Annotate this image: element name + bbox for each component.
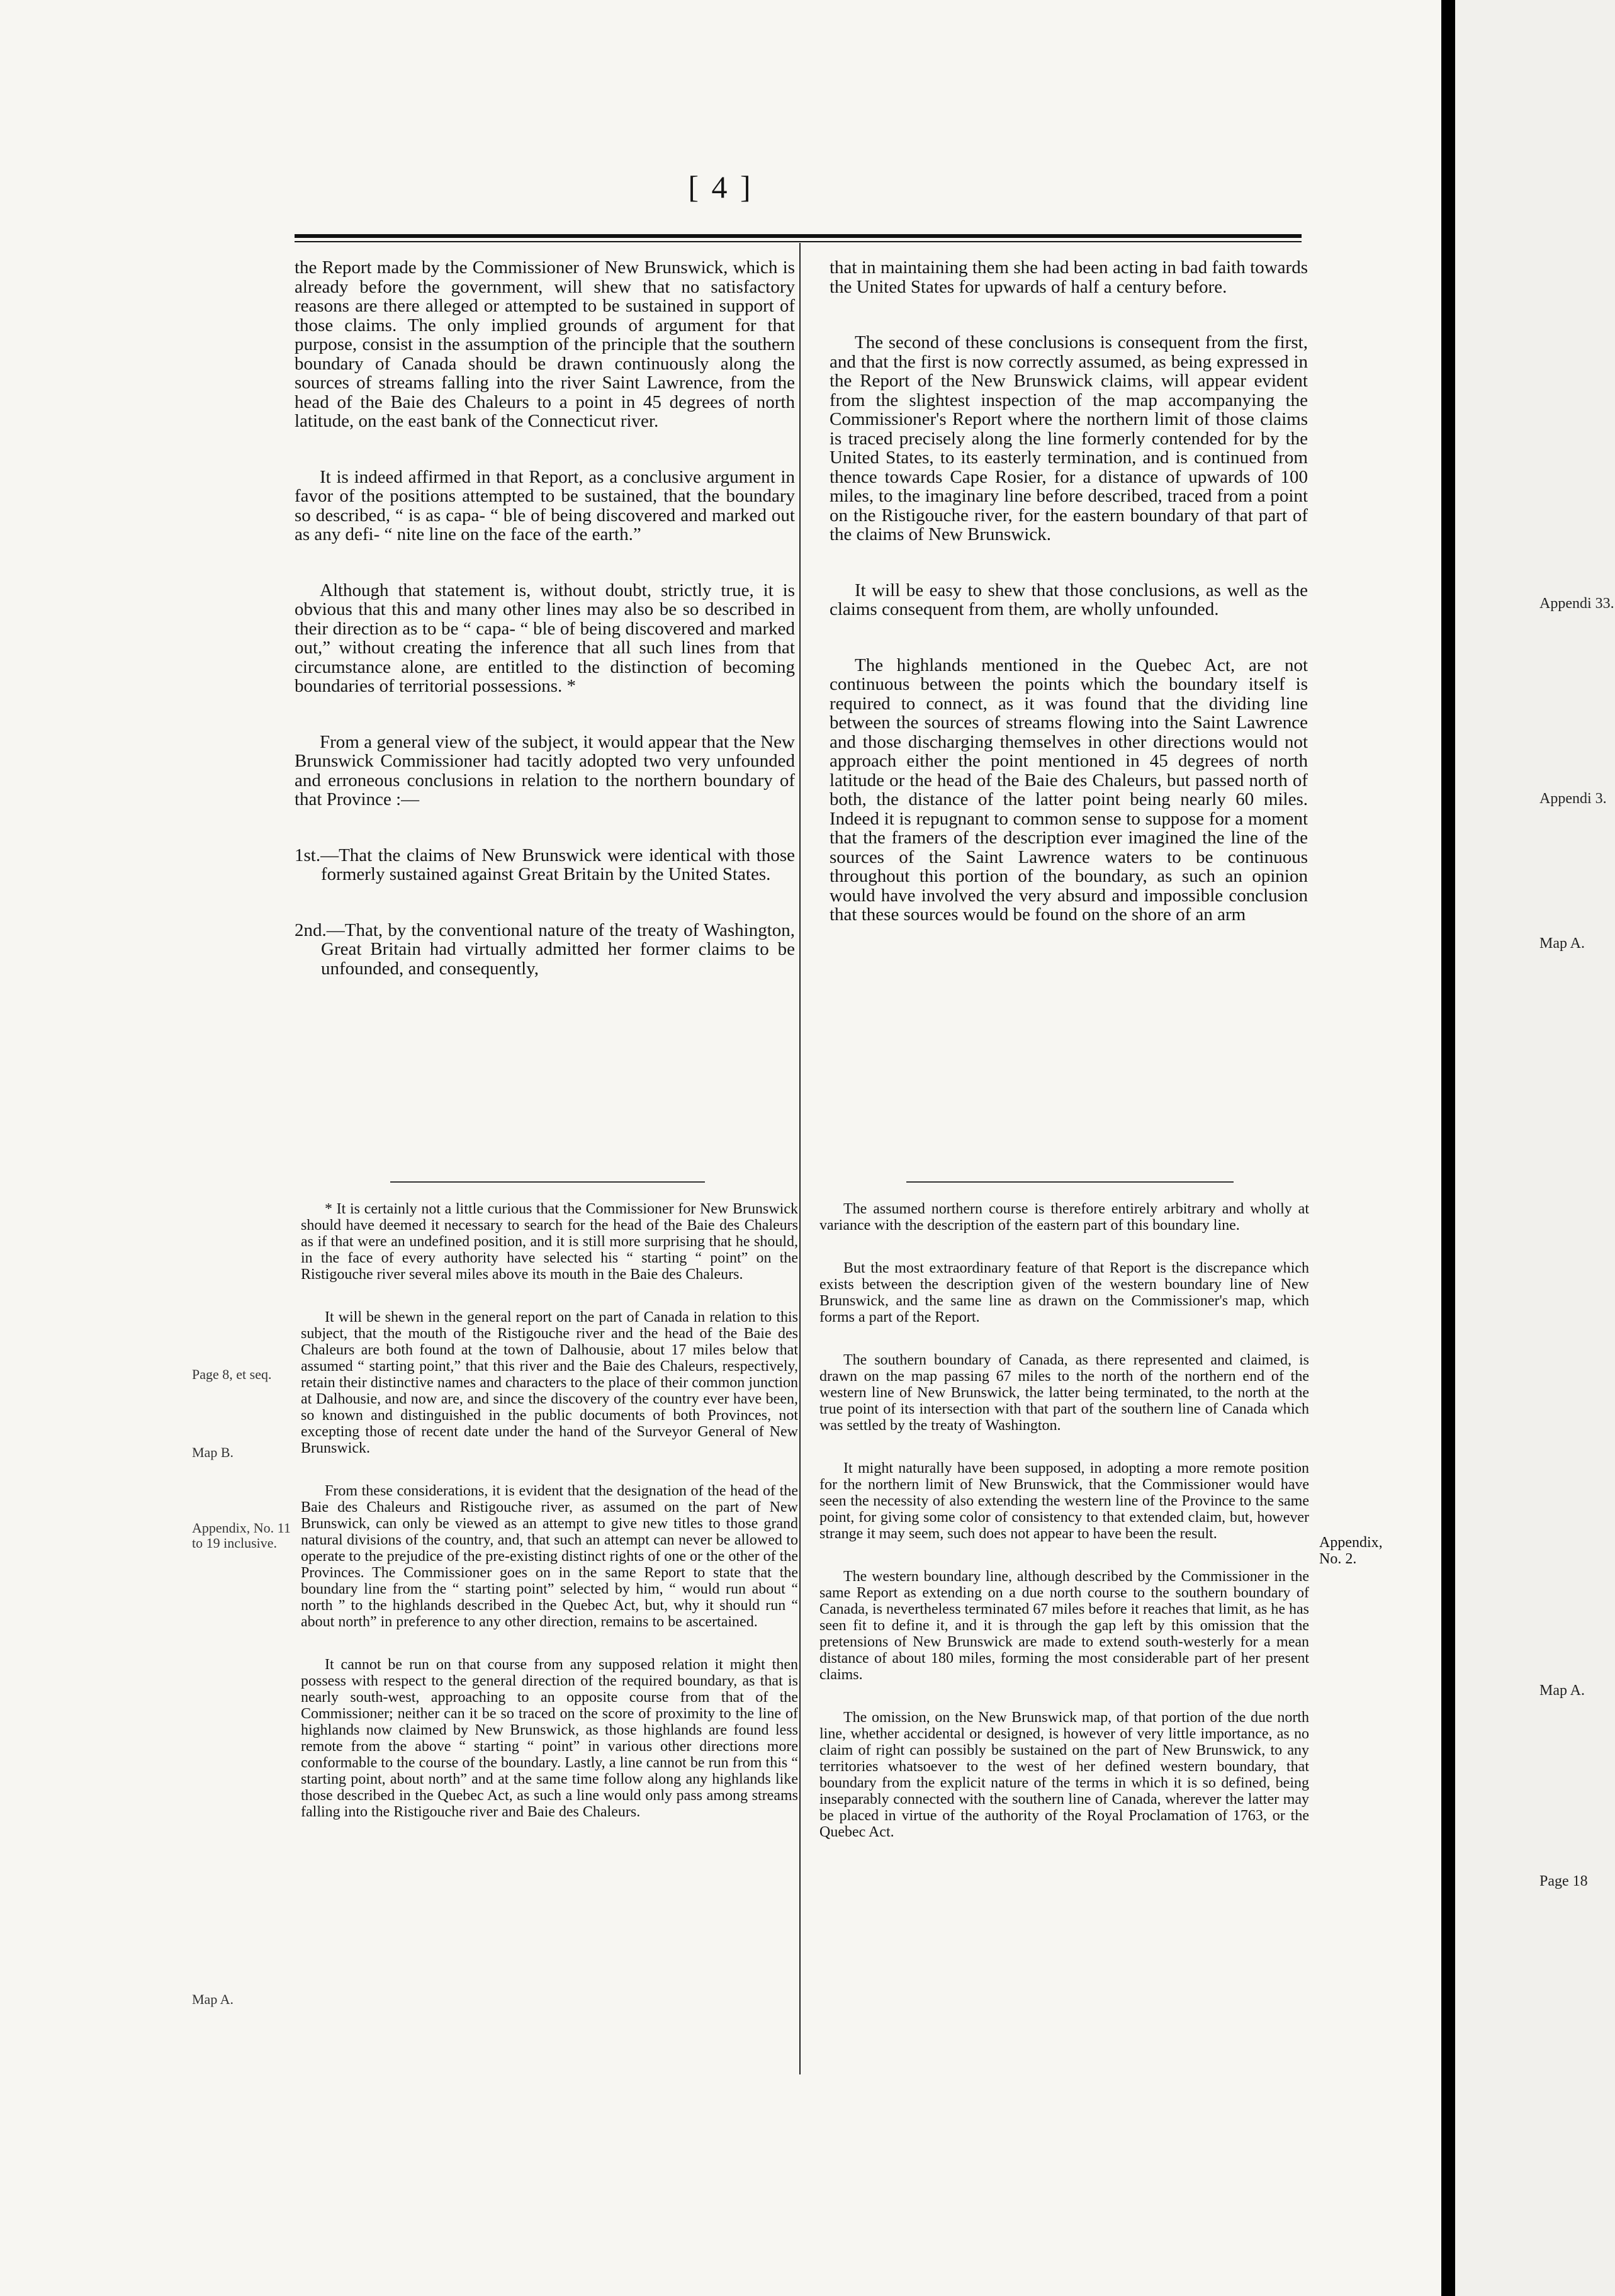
adjacent-page-18: Page 18 <box>1539 1873 1588 1889</box>
page-number: [ 4 ] <box>688 169 753 205</box>
margin-note-map-b: Map B. <box>192 1444 234 1460</box>
right-paragraph-4: The highlands mentioned in the Quebec Act, are not continuous between the points which the boundary itself is required to connect, as it was found that the dividing line between the sources of streams flowing into the Saint Lawrence and those discharging themselves in other directions would not approach either the point mentioned in 45 degrees of north latitude or the head of the Baie des Chaleurs, but passed north of both, the distance of the latter point being nearly 60 miles. Indeed it is repugnant to common sense to suppose for a moment that the framers of the description ever imagined the line of the sources of the Saint Lawrence waters to be continuous throughout this portion of the boundary, as such an opinion would have involved the very absurd and impossible conclusion that these sources would be found on the shore of an arm <box>830 655 1308 925</box>
margin-note-map-a: Map A. <box>192 1991 234 2007</box>
right-paragraph-1: that in maintaining them she had been acting in bad faith towards the United States for upwards of half a century before. <box>830 257 1308 297</box>
right-notes <box>819 1201 1309 1840</box>
margin-note-appendix-2: Appendix, No. 2. <box>1319 1534 1383 1567</box>
column-divider <box>799 243 801 2074</box>
left-paragraph-3: Although that statement is, without doubt, strictly true, it is obvious that this and many other lines may also be so described in their direction as to be “ capa- “ ble of being discovered and marked out,” without creating the inference that all such lines from that circumstance alone, are entitled to the distinction of becoming boundaries of territorial possessions. * <box>295 580 795 696</box>
left-notes-separator <box>390 1181 705 1183</box>
footnote: * It is certainly not a little curious that the Commissioner for New Brunswick should have deemed it necessary to search for the head of the Baie des Chaleurs as if that were an undefined position, and it is still more surprising that he should, in the face of every authority have selected his “ starting “ point” on the Ristigouche river several miles above its mouth in the Baie des Chaleurs. <box>301 1201 798 1283</box>
right-notes-separator <box>906 1181 1234 1183</box>
adjacent-map-a-2: Map A. <box>1539 1682 1585 1699</box>
adjacent-appendix-3: Appendi 3. <box>1539 791 1607 807</box>
left-paragraph-5: 1st.—That the claims of New Brunswick were identical with those formerly sustained against Great Britain by the United States. <box>295 845 795 884</box>
left-note-4: It cannot be run on that course from any supposed relation it might then possess with respect to the general direction of the required boundary, as that is nearly south-west, approaching to an opposite course from that of the Commissioner; neither can it be so traced on the score of proximity to the line of highlands now claimed by New Brunswick, as those highlands are found less remote from the above “ starting “ point” in various other directions more conformable to the course of the boundary. Lastly, a line cannot be run from this “ starting point, about north” and at the same time follow along any highlands like those described in the Quebec Act, as such a line would only pass among streams falling into the Ristigouche river and Baie des Chaleurs. <box>301 1657 798 1820</box>
right-note-4: It might naturally have been supposed, in adopting a more remote position for the northern limit of New Brunswick, that the Commissioner would have seen the necessity of also extending the western line of the Province to the same point, for giving some color of consistency to that extended claim, but, however strange it may seem, such does not appear to have been the result. <box>819 1460 1309 1542</box>
left-paragraph-1: the Report made by the Commissioner of New Brunswick, which is already before the government, will shew that no satisfactory reasons are there alleged or attempted to be sustained in support of those claims. The only implied grounds of argument for that purpose, consist in the assumption of the principle that the southern boundary of Canada should be drawn continuously along the sources of streams falling into the river Saint Lawrence, from the head of the Baie des Chaleurs to a point in 45 degrees of north latitude, on the east bank of the Connecticut river. <box>295 257 795 431</box>
header-rule-thin <box>295 241 1302 242</box>
right-note-5: The western boundary line, although described by the Commissioner in the same Report as extending on a due north course to the southern boundary of Canada, is nevertheless terminated 67 miles before it reaches that limit, as he has seen fit to define it, and it is through the gap left by this omission that the pretensions of New Brunswick are made to extend south-westerly for a mean distance of about 180 miles, forming the most considerable part of her present claims. <box>819 1568 1309 1683</box>
right-note-1: The assumed northern course is therefore entirely arbitrary and wholly at variance with the description of the eastern part of this boundary line. <box>819 1201 1309 1234</box>
left-note-3: From these considerations, it is evident that the designation of the head of the Baie des Chaleurs and Ristigouche river, as assumed on the part of New Brunswick, can only be viewed as an attempt to give new titles to those grand natural divisions of the country, and, that such an attempt can never be allowed to operate to the prejudice of the pre-existing distinct rights of one or the other of the Provinces. The Commissioner goes on in the same Report to state that the boundary line from the “ starting point” selected by him, “ would run about “ north ” to the highlands described in the Quebec Act, but, why it should run “ about north” in preference to any other direction, remains to be ascertained. <box>301 1483 798 1630</box>
right-note-3: The southern boundary of Canada, as there represented and claimed, is drawn on the map passing 67 miles to the north of the northern end of the western line of New Brunswick, the latter being terminated, to the north at the true point of its intersection with that part of the southern line of Canada which was settled by the treaty of Washington. <box>819 1352 1309 1434</box>
right-note-6: The omission, on the New Brunswick map, of that portion of the due north line, whether accidental or designed, is however of very little importance, as no claim of right can possibly be sustained on the part of New Brunswick, to any territories whatsoever to the west of her defined western boundary, that boundary from the explicit nature of the terms in which it is so defined, being inseparably connected with the southern line of Canada, wherever the latter may be placed in virtue of the authority of the Royal Proclamation of 1763, or the Quebec Act. <box>819 1709 1309 1840</box>
right-paragraph-3: It will be easy to shew that those conclusions, as well as the claims consequent from them, are wholly unfounded. <box>830 580 1308 619</box>
left-paragraph-4: From a general view of the subject, it would appear that the New Brunswick Commissioner had tacitly adopted two very unfounded and erroneous conclusions in relation to the northern boundary of that Province :— <box>295 731 795 809</box>
adjacent-appendix-33: Appendi 33. <box>1539 595 1614 612</box>
header-rule <box>295 234 1302 238</box>
adjacent-page-edge <box>1441 0 1615 2296</box>
right-paragraph-2: The second of these conclusions is consequent from the first, and that the first is now correctly assumed, as being expressed in the Report of the New Brunswick claims, will appear evident from the slightest inspection of the map accompanying the Commissioner's Report where the northern limit of those claims is traced precisely along the line formerly contended for by the United States, to its easterly termination, and is continued from thence towards Cape Rosier, for a distance of upwards of 100 miles, to the imaginary line before described, traced from a point on the Ristigouche river, for the eastern boundary of that part of the claims of New Brunswick. <box>830 332 1308 544</box>
left-note-2: It will be shewn in the general report on the part of Canada in relation to this subject, that the mouth of the Ristigouche river and the head of the Baie des Chaleurs are both found at the town of Dalhousie, about 17 miles below that assumed “ starting point,” that this river and the Baie des Chaleurs, respectively, retain their distinctive names and characters to the place of their common junction at Dalhousie, and now are, and since the discovery of the country ever have been, so known and distinguished in the public documents of both Provinces, not excepting those of recent date under the hand of the Surveyor General of New Brunswick. <box>301 1309 798 1456</box>
margin-note-page-ref: Page 8, et seq. <box>192 1366 272 1382</box>
right-note-2: But the most extraordinary feature of that Report is the discrepance which exists between the description given of the western boundary line of New Brunswick, and the same line as drawn on the Commissioner's map, which forms a part of the Report. <box>819 1260 1309 1325</box>
left-notes <box>301 1201 798 1820</box>
left-paragraph-2: It is indeed affirmed in that Report, as a conclusive argument in favor of the positions attempted to be sustained, that the boundary so described, “ is as capa- “ ble of being discovered and marked out as any defi- “ nite line on the face of the earth.” <box>295 466 795 544</box>
left-column <box>295 258 795 1015</box>
right-column <box>830 258 1308 961</box>
left-paragraph-6: 2nd.—That, by the conventional nature of the treaty of Washington, Great Britain had virtually admitted her former claims to be unfounded, and consequently, <box>295 920 795 979</box>
margin-note-appendix: Appendix, No. 11 to 19 inclusive. <box>192 1520 291 1551</box>
adjacent-map-a-1: Map A. <box>1539 935 1585 952</box>
